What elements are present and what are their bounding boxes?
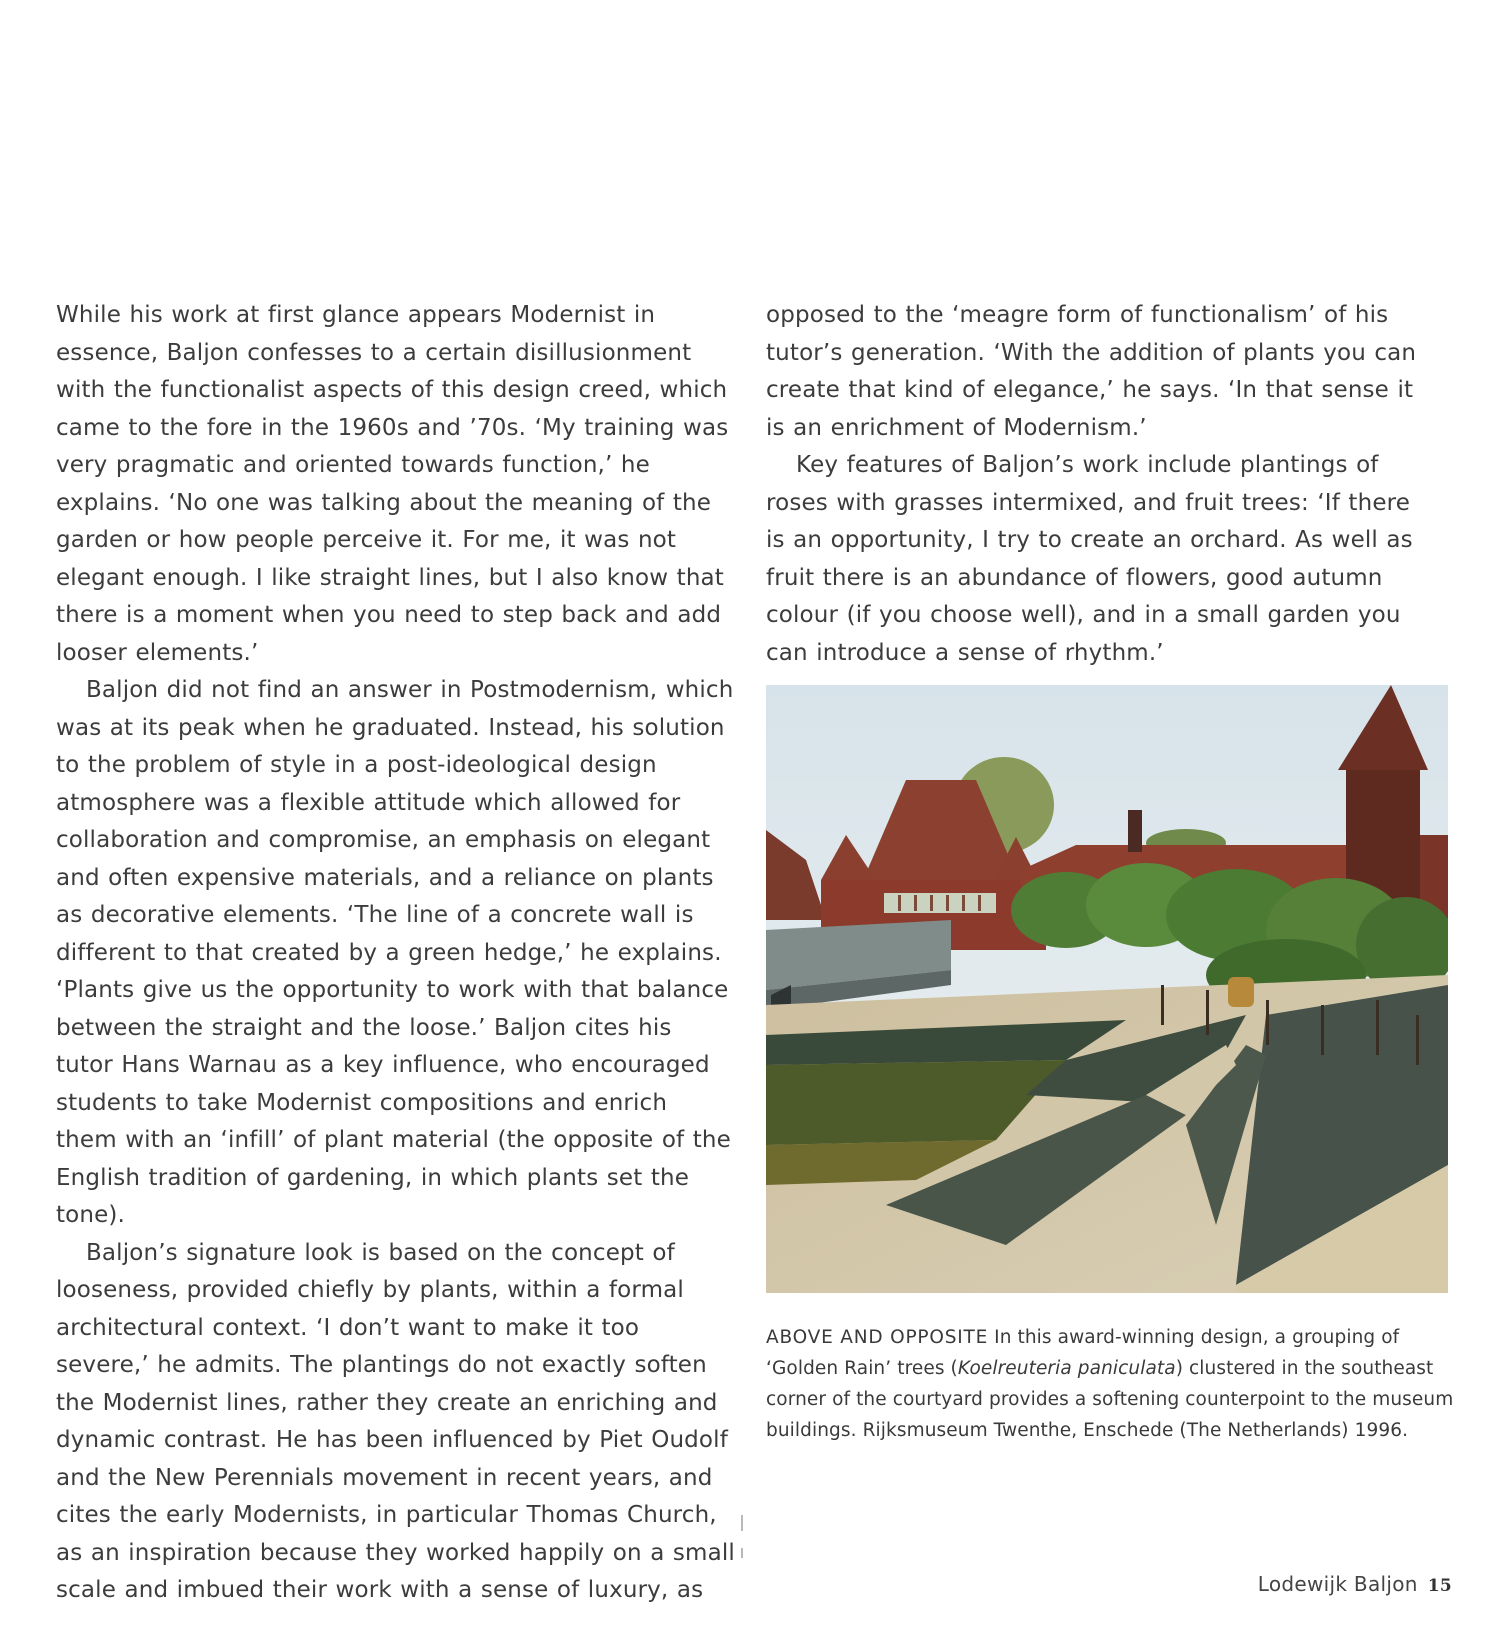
gutter-mark [741,1548,743,1558]
body-paragraph: While his work at first glance appears Modernist in essence, Baljon confesses to a certain disillusionment with the functionalist aspects of this design creed, which came to the fore in the 1960s and ’70s. ‘My training was very pragmatic and oriented towards function,’ he explains. ‘No one was talking about the meaning of the garden or how people perceive it. For me, it was not elegant enough. I like straight lines, but I also know that there is a moment when you need to step back and add looser elements.’ [56,302,729,666]
page-footer [1258,1572,1452,1596]
running-head: Lodewijk Baljon [1257,1572,1418,1596]
caption-botanical-name: Koelreuteria paniculata [957,1358,1176,1379]
photo-caption [766,1322,1456,1446]
body-paragraph: Baljon did not find an answer in Postmodernism, which was at its peak when he graduated. Instead, his solution to the problem of style in a post-ideological design atmosphere was a flexible attitude which allowed for collaboration and compromise, an emphasis on elegant and often expensive materials, and a reliance on plants as decorative elements. ‘The line of a concrete wall is different to that created by a green hedge,’ he explains. ‘Plants give us the opportunity to work with that balance between the straight and the loose.’ Baljon cites his tutor Hans Warnau as a key influence, who encouraged students to take Modernist compositions and enrich them with an ‘infill’ of plant material (the opposite of the English tradition of gardening, in which plants set the tone). [56,677,734,1228]
body-paragraph: Key features of Baljon’s work include plantings of roses with grasses intermixed, and fruit trees: ‘If there is an opportunity, I try to create an orchard. As well as fruit there is an abundance of flowers, good autumn colour (if you choose well), and in a small garden you can introduce a sense of rhythm.’ [766,452,1413,666]
chimney [1128,810,1142,852]
body-paragraph: opposed to the ‘meagre form of functionalism’ of his tutor’s generation. ‘With the addition of plants you can create that kind of elegance,’ he says. ‘In that sense it is an enrichment of Modernism.’ [766,302,1417,441]
courtyard-photo [766,685,1448,1293]
caption-label: ABOVE AND OPPOSITE [766,1327,989,1348]
page-number: 15 [1427,1576,1452,1596]
gutter-mark [741,1515,743,1531]
sculpture [1228,977,1254,1007]
body-paragraph: Baljon’s signature look is based on the concept of looseness, provided chiefly by plants, within a formal architectural context. ‘I don’t want to make it too severe,’ he admits. The plantings do not exactly soften the Modernist lines, rather they create an enriching and dynamic contrast. He has been influenced by Piet Oudolf and the New Perennials movement in recent years, and cites the early Modernists, in particular Thomas Church, as an inspiration because they worked happily on a small scale and imbued their work with a sense of luxury, as [56,1239,735,1603]
right-text-column [766,297,1426,672]
caption-text-end: ) clustered in the southeast corner of the courtyard provides a softening counterpoint to the museum buildings. Rijksmuseum Twenthe, Enschede (The Netherlands) 1996. [766,1358,1454,1441]
courtyard-illustration [766,685,1448,1293]
left-text-column [56,297,736,1610]
caption-text: In this award-winning design, a grouping of ‘Golden Rain’ trees ( [766,1327,1400,1379]
